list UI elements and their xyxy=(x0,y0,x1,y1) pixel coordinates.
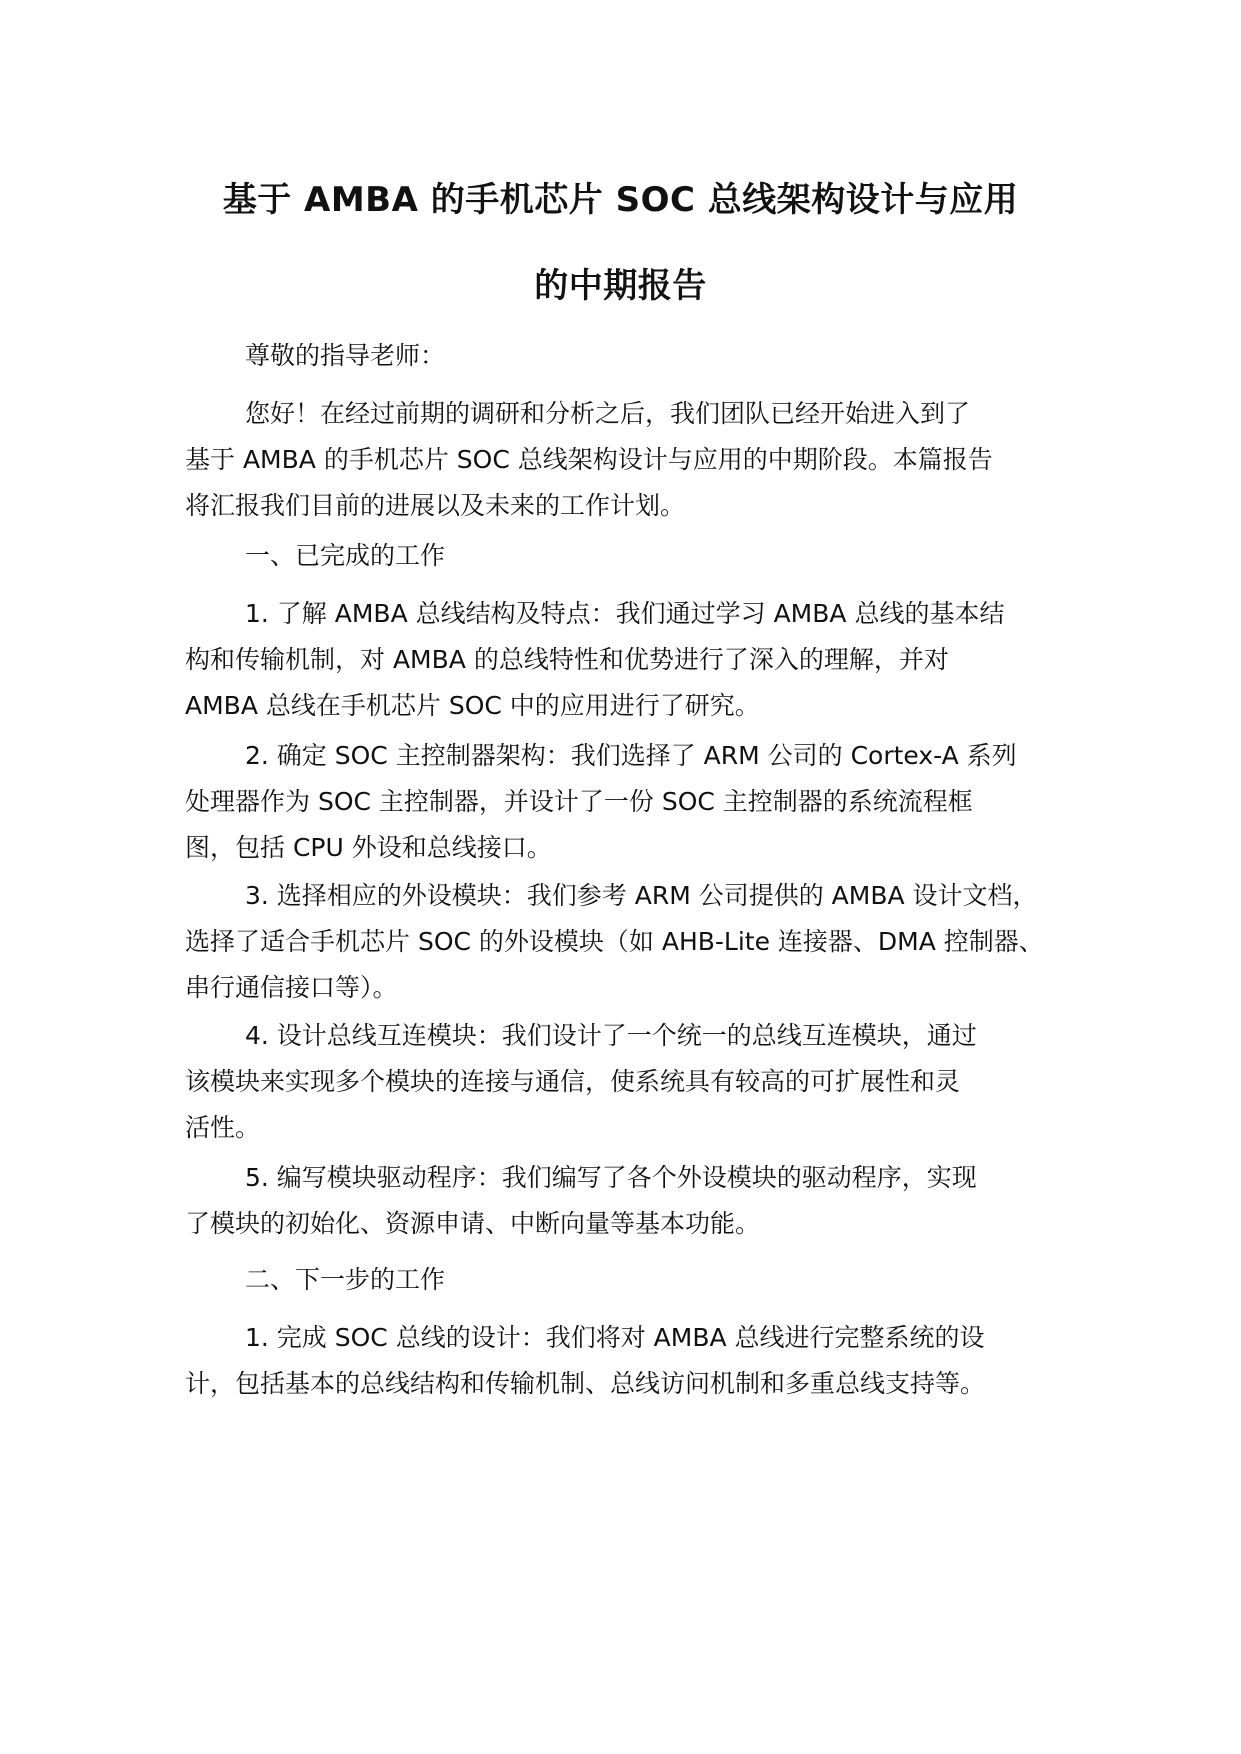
paragraph-line: 1. 了解 AMBA 总线结构及特点：我们通过学习 AMBA 总线的基本结 xyxy=(245,599,1005,628)
paragraph-line: 3. 选择相应的外设模块：我们参考 ARM 公司提供的 AMBA 设计文档， xyxy=(245,881,1038,910)
paragraph-line: 基于 AMBA 的手机芯片 SOC 总线架构设计与应用的中期阶段。本篇报告 xyxy=(185,445,993,474)
completed-item-1 xyxy=(185,591,1075,729)
paragraph-line: 串行通信接口等）。 xyxy=(185,973,398,1002)
completed-item-3 xyxy=(185,873,1075,1011)
paragraph-line: 4. 设计总线互连模块：我们设计了一个统一的总线互连模块，通过 xyxy=(245,1021,977,1050)
next-step-item-1 xyxy=(185,1315,1075,1407)
salutation xyxy=(185,333,1075,379)
completed-item-5 xyxy=(185,1155,1075,1247)
section-heading-next-steps xyxy=(185,1257,1075,1303)
salutation-text: 尊敬的指导老师： xyxy=(245,341,446,370)
paragraph-line: 图，包括 CPU 外设和总线接口。 xyxy=(185,833,552,862)
section-heading-text: 一、已完成的工作 xyxy=(245,541,446,570)
paragraph-line: 活性。 xyxy=(185,1113,261,1142)
paragraph-line: 构和传输机制，对 AMBA 的总线特性和优势进行了深入的理解，并对 xyxy=(185,645,949,674)
paragraph-line: 2. 确定 SOC 主控制器架构：我们选择了 ARM 公司的 Cortex-A 系列 xyxy=(245,741,1017,770)
paragraph-line: 将汇报我们目前的进展以及未来的工作计划。 xyxy=(185,491,686,520)
document-title-line-2: 的中期报告 xyxy=(534,266,707,306)
completed-item-2 xyxy=(185,733,1075,871)
paragraph-line: 计，包括基本的总线结构和传输机制、总线访问机制和多重总线支持等。 xyxy=(185,1369,986,1398)
paragraph-line: 5. 编写模块驱动程序：我们编写了各个外设模块的驱动程序，实现 xyxy=(245,1163,977,1192)
intro-paragraph xyxy=(185,391,1075,529)
document-title-line-1: 基于 AMBA 的手机芯片 SOC 总线架构设计与应用 xyxy=(222,180,1019,220)
paragraph-line: 您好！在经过前期的调研和分析之后，我们团队已经开始进入到了 xyxy=(245,399,971,428)
paragraph-line: 选择了适合手机芯片 SOC 的外设模块（如 AHB-Lite 连接器、DMA 控制器、 xyxy=(185,927,1044,956)
paragraph-line: 该模块来实现多个模块的连接与通信，使系统具有较高的可扩展性和灵 xyxy=(185,1067,961,1096)
completed-item-4 xyxy=(185,1013,1075,1151)
section-heading-completed xyxy=(185,533,1075,579)
paragraph-line: AMBA 总线在手机芯片 SOC 中的应用进行了研究。 xyxy=(185,691,760,720)
paragraph-line: 1. 完成 SOC 总线的设计：我们将对 AMBA 总线进行完整系统的设 xyxy=(245,1323,985,1352)
section-heading-text: 二、下一步的工作 xyxy=(245,1265,446,1294)
paragraph-line: 了模块的初始化、资源申请、中断向量等基本功能。 xyxy=(185,1209,761,1238)
paragraph-line: 处理器作为 SOC 主控制器，并设计了一份 SOC 主控制器的系统流程框 xyxy=(185,787,973,816)
